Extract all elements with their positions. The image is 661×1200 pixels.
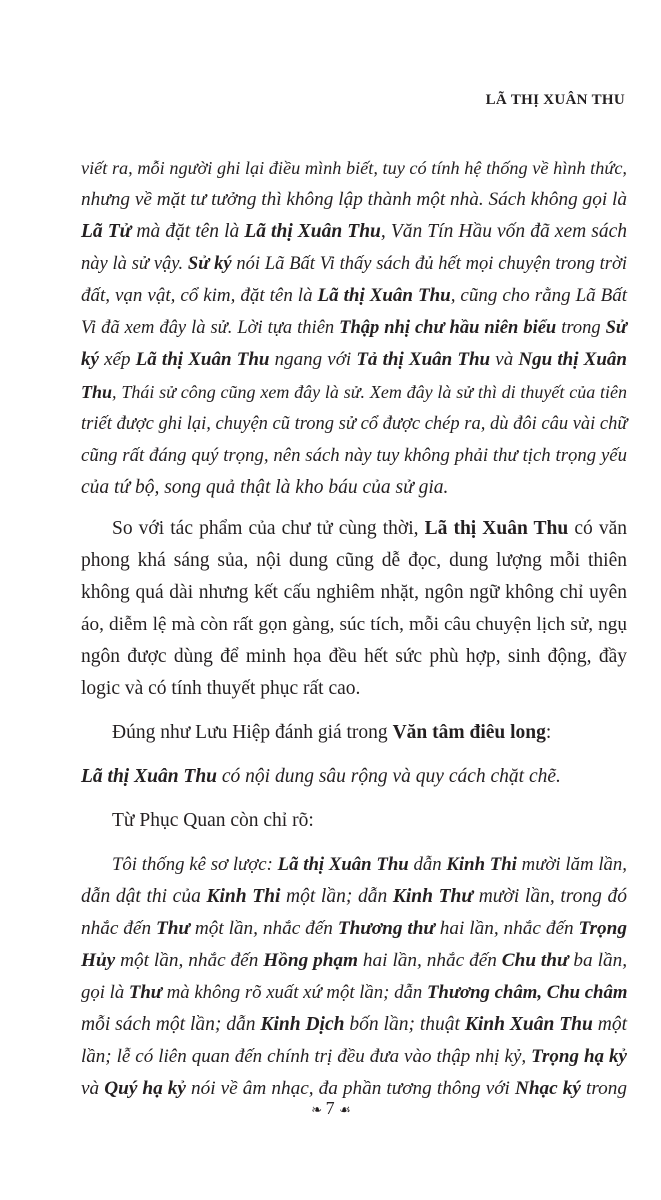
text-run: triết được ghi lại, chuyện cũ trong sử cổ được chép ra, dù đôi câu vài chữ: [81, 414, 628, 434]
paragraph-assessment: [81, 513, 627, 705]
text-run: mười lần, trong đó: [473, 886, 627, 907]
text-line: [81, 513, 627, 545]
text-line: [81, 609, 627, 641]
emphasis-title: Kinh Thư: [392, 886, 474, 907]
emphasis-title: Kinh Dịch: [260, 1014, 345, 1035]
text-run: gọi là: [81, 982, 129, 1003]
emphasis-title: Tả thị Xuân Thu: [356, 349, 491, 370]
text-line: [81, 184, 627, 216]
text-run: , Thái sử công cũng xem đây là sử. Xem đây là sử thì di thuyết của tiên: [112, 382, 627, 402]
emphasis-title: Thu: [81, 382, 113, 402]
quote-van-tam-dieu-long: [81, 761, 627, 793]
text-run: Từ Phục Quan còn chỉ rõ:: [112, 810, 314, 831]
text-run: xếp: [98, 349, 136, 370]
text-line: [81, 248, 627, 280]
emphasis-title: Thư: [128, 982, 163, 1003]
text-run: hai lần, nhắc đến: [358, 950, 502, 971]
text-line: [81, 280, 627, 312]
text-run: Đúng như Lưu Hiệp đánh giá trong: [112, 722, 393, 743]
emphasis-title: Lã thị Xuân Thu: [277, 854, 409, 875]
text-run: đất, vạn vật, cổ kim, đặt tên là: [81, 285, 318, 306]
text-line: [81, 1041, 627, 1073]
text-run: nói về âm nhạc, đa phần tương thông với: [185, 1078, 515, 1099]
text-run: ngang với: [269, 349, 357, 370]
text-line: [81, 641, 627, 673]
text-run: trong: [556, 318, 606, 338]
emphasis-title: Lã thị Xuân Thu: [135, 349, 270, 370]
text-run: ba lần,: [568, 950, 628, 971]
text-run: mà không rõ xuất xứ một lần; dẫn: [162, 982, 427, 1003]
text-run: và: [490, 349, 519, 370]
emphasis-title: Trọng hạ kỷ: [531, 1046, 627, 1067]
text-line: [81, 440, 627, 472]
emphasis-title: Hồng phạm: [263, 950, 359, 971]
emphasis-title: Hủy: [81, 950, 116, 971]
text-run: một: [592, 1014, 628, 1035]
paragraph-continuation: [81, 152, 627, 504]
text-line: [81, 472, 627, 504]
emphasis-title: Lã thị Xuân Thu: [244, 221, 381, 242]
text-line: [81, 577, 627, 609]
text-line: [81, 376, 627, 408]
text-run: Tôi thống kê sơ lược:: [112, 854, 278, 875]
text-run: ngôn được dùng để minh họa đều hết sức phù hợp, sinh động, đầy: [81, 646, 627, 667]
text-run: của tứ bộ, song quả thật là kho báu của sử gia.: [81, 477, 449, 498]
text-line: [81, 1009, 627, 1041]
text-run: hai lần, nhắc đến: [434, 918, 579, 939]
text-line: [81, 408, 627, 440]
text-run: này là sử vậy.: [81, 254, 188, 274]
text-run: có văn: [568, 518, 627, 539]
quote-tu-phuc-quan: [81, 849, 627, 1105]
text-run: nói Lã Bất Vi thấy sách đủ hết mọi chuyện trong trời: [231, 254, 627, 274]
text-run: viết ra, mỗi người ghi lại điều mình biết, tuy có tính hệ thống về hình thức,: [81, 158, 627, 178]
emphasis-title: Trọng: [578, 918, 628, 939]
text-line: [81, 344, 627, 376]
text-run: trong: [580, 1078, 627, 1099]
emphasis-title: Kinh Xuân Thu: [464, 1014, 593, 1035]
emphasis-title: Kinh Thi: [206, 886, 281, 907]
text-run: áo, diễm lệ mà còn rất gọn gàng, súc tích, mỗi câu chuyện lịch sử, ngụ: [81, 614, 627, 635]
text-run: một lần, nhắc đến: [189, 918, 338, 939]
text-run: Vi đã xem đây là sử. Lời tựa thiên: [81, 318, 340, 338]
text-run: mỗi sách một lần; dẫn: [81, 1014, 261, 1035]
emphasis-title: ký: [81, 349, 99, 370]
ornament-right-icon: ☙: [339, 1101, 350, 1117]
text-run: không quá dài nhưng kết cấu nghiêm nhặt, ngôn ngữ không chỉ uyên: [81, 582, 627, 603]
text-line: [81, 717, 627, 749]
text-run: và: [81, 1078, 105, 1099]
text-line: [81, 945, 627, 977]
text-line: [81, 761, 627, 793]
text-line: [81, 849, 627, 881]
text-line: [81, 216, 627, 248]
emphasis-title: Thư: [155, 918, 190, 939]
text-line: [81, 312, 627, 344]
text-run: So với tác phẩm của chư tử cùng thời,: [112, 518, 425, 539]
emphasis-title: Sử ký: [187, 254, 232, 274]
text-run: mười lăm lần,: [516, 854, 627, 875]
emphasis-title: Ngu thị Xuân: [518, 349, 627, 370]
emphasis-title: Thương châm, Chu châm: [426, 982, 628, 1003]
emphasis-title: Lã thị Xuân Thu: [317, 285, 451, 306]
body-text: [81, 152, 627, 1105]
emphasis-title: Lã Tử: [81, 221, 132, 242]
text-line: [81, 913, 627, 945]
emphasis-title: Thương thư: [337, 918, 435, 939]
text-run: nhắc đến: [81, 918, 156, 939]
page-footer: [0, 1098, 661, 1119]
text-run: bốn lần; thuật: [344, 1014, 465, 1035]
text-run: một lần; dẫn: [280, 886, 393, 907]
text-line: [81, 881, 627, 913]
text-run: phong khá sáng sủa, nội dung cũng dễ đọc, dung lượng mỗi thiên: [81, 550, 627, 571]
text-run: lần; lễ có liên quan đến chính trị đều đưa vào thập nhị kỷ,: [81, 1046, 532, 1067]
emphasis-title: Kinh Thi: [446, 854, 517, 875]
text-run: logic và có tính thuyết phục rất cao.: [81, 678, 361, 699]
paragraph-tu-phuc-quan-intro: [81, 805, 627, 837]
text-run: cũng rất đáng quý trọng, nên sách này tuy không phải thư tịch trọng yếu: [81, 445, 627, 466]
text-run: một lần, nhắc đến: [115, 950, 264, 971]
text-run: mà đặt tên là: [131, 221, 245, 242]
text-run: , Văn Tín Hầu vốn đã xem sách: [380, 221, 627, 242]
text-run: , cũng cho rằng Lã Bất: [450, 285, 627, 306]
emphasis-title: Văn tâm điêu long: [392, 722, 546, 743]
text-line: [81, 805, 627, 837]
text-run: nhưng về mặt tư tưởng thì không lập thành một nhà. Sách không gọi là: [81, 189, 627, 210]
text-run: có nội dung sâu rộng và quy cách chặt chẽ.: [217, 766, 561, 787]
emphasis-title: Lã thị Xuân Thu: [424, 518, 569, 539]
emphasis-title: Nhạc ký: [514, 1078, 581, 1099]
emphasis-title: Lã thị Xuân Thu: [81, 766, 218, 787]
text-run: dẫn dật thi của: [81, 886, 207, 907]
emphasis-title: Thập nhị chư hầu niên biểu: [339, 318, 557, 338]
running-head: LÃ THỊ XUÂN THU: [485, 92, 625, 108]
text-line: [81, 673, 627, 705]
emphasis-title: Chu thư: [501, 950, 569, 971]
text-line: [81, 545, 627, 577]
emphasis-title: Sử: [605, 318, 627, 338]
emphasis-title: Quý hạ kỷ: [104, 1078, 186, 1099]
page-number: 7: [325, 1098, 335, 1118]
text-run: :: [545, 722, 552, 743]
paragraph-luu-hiep-intro: [81, 717, 627, 749]
text-run: dẫn: [408, 854, 447, 875]
ornament-left-icon: ❧: [311, 1101, 322, 1117]
text-line: [81, 152, 627, 184]
text-line: [81, 977, 627, 1009]
